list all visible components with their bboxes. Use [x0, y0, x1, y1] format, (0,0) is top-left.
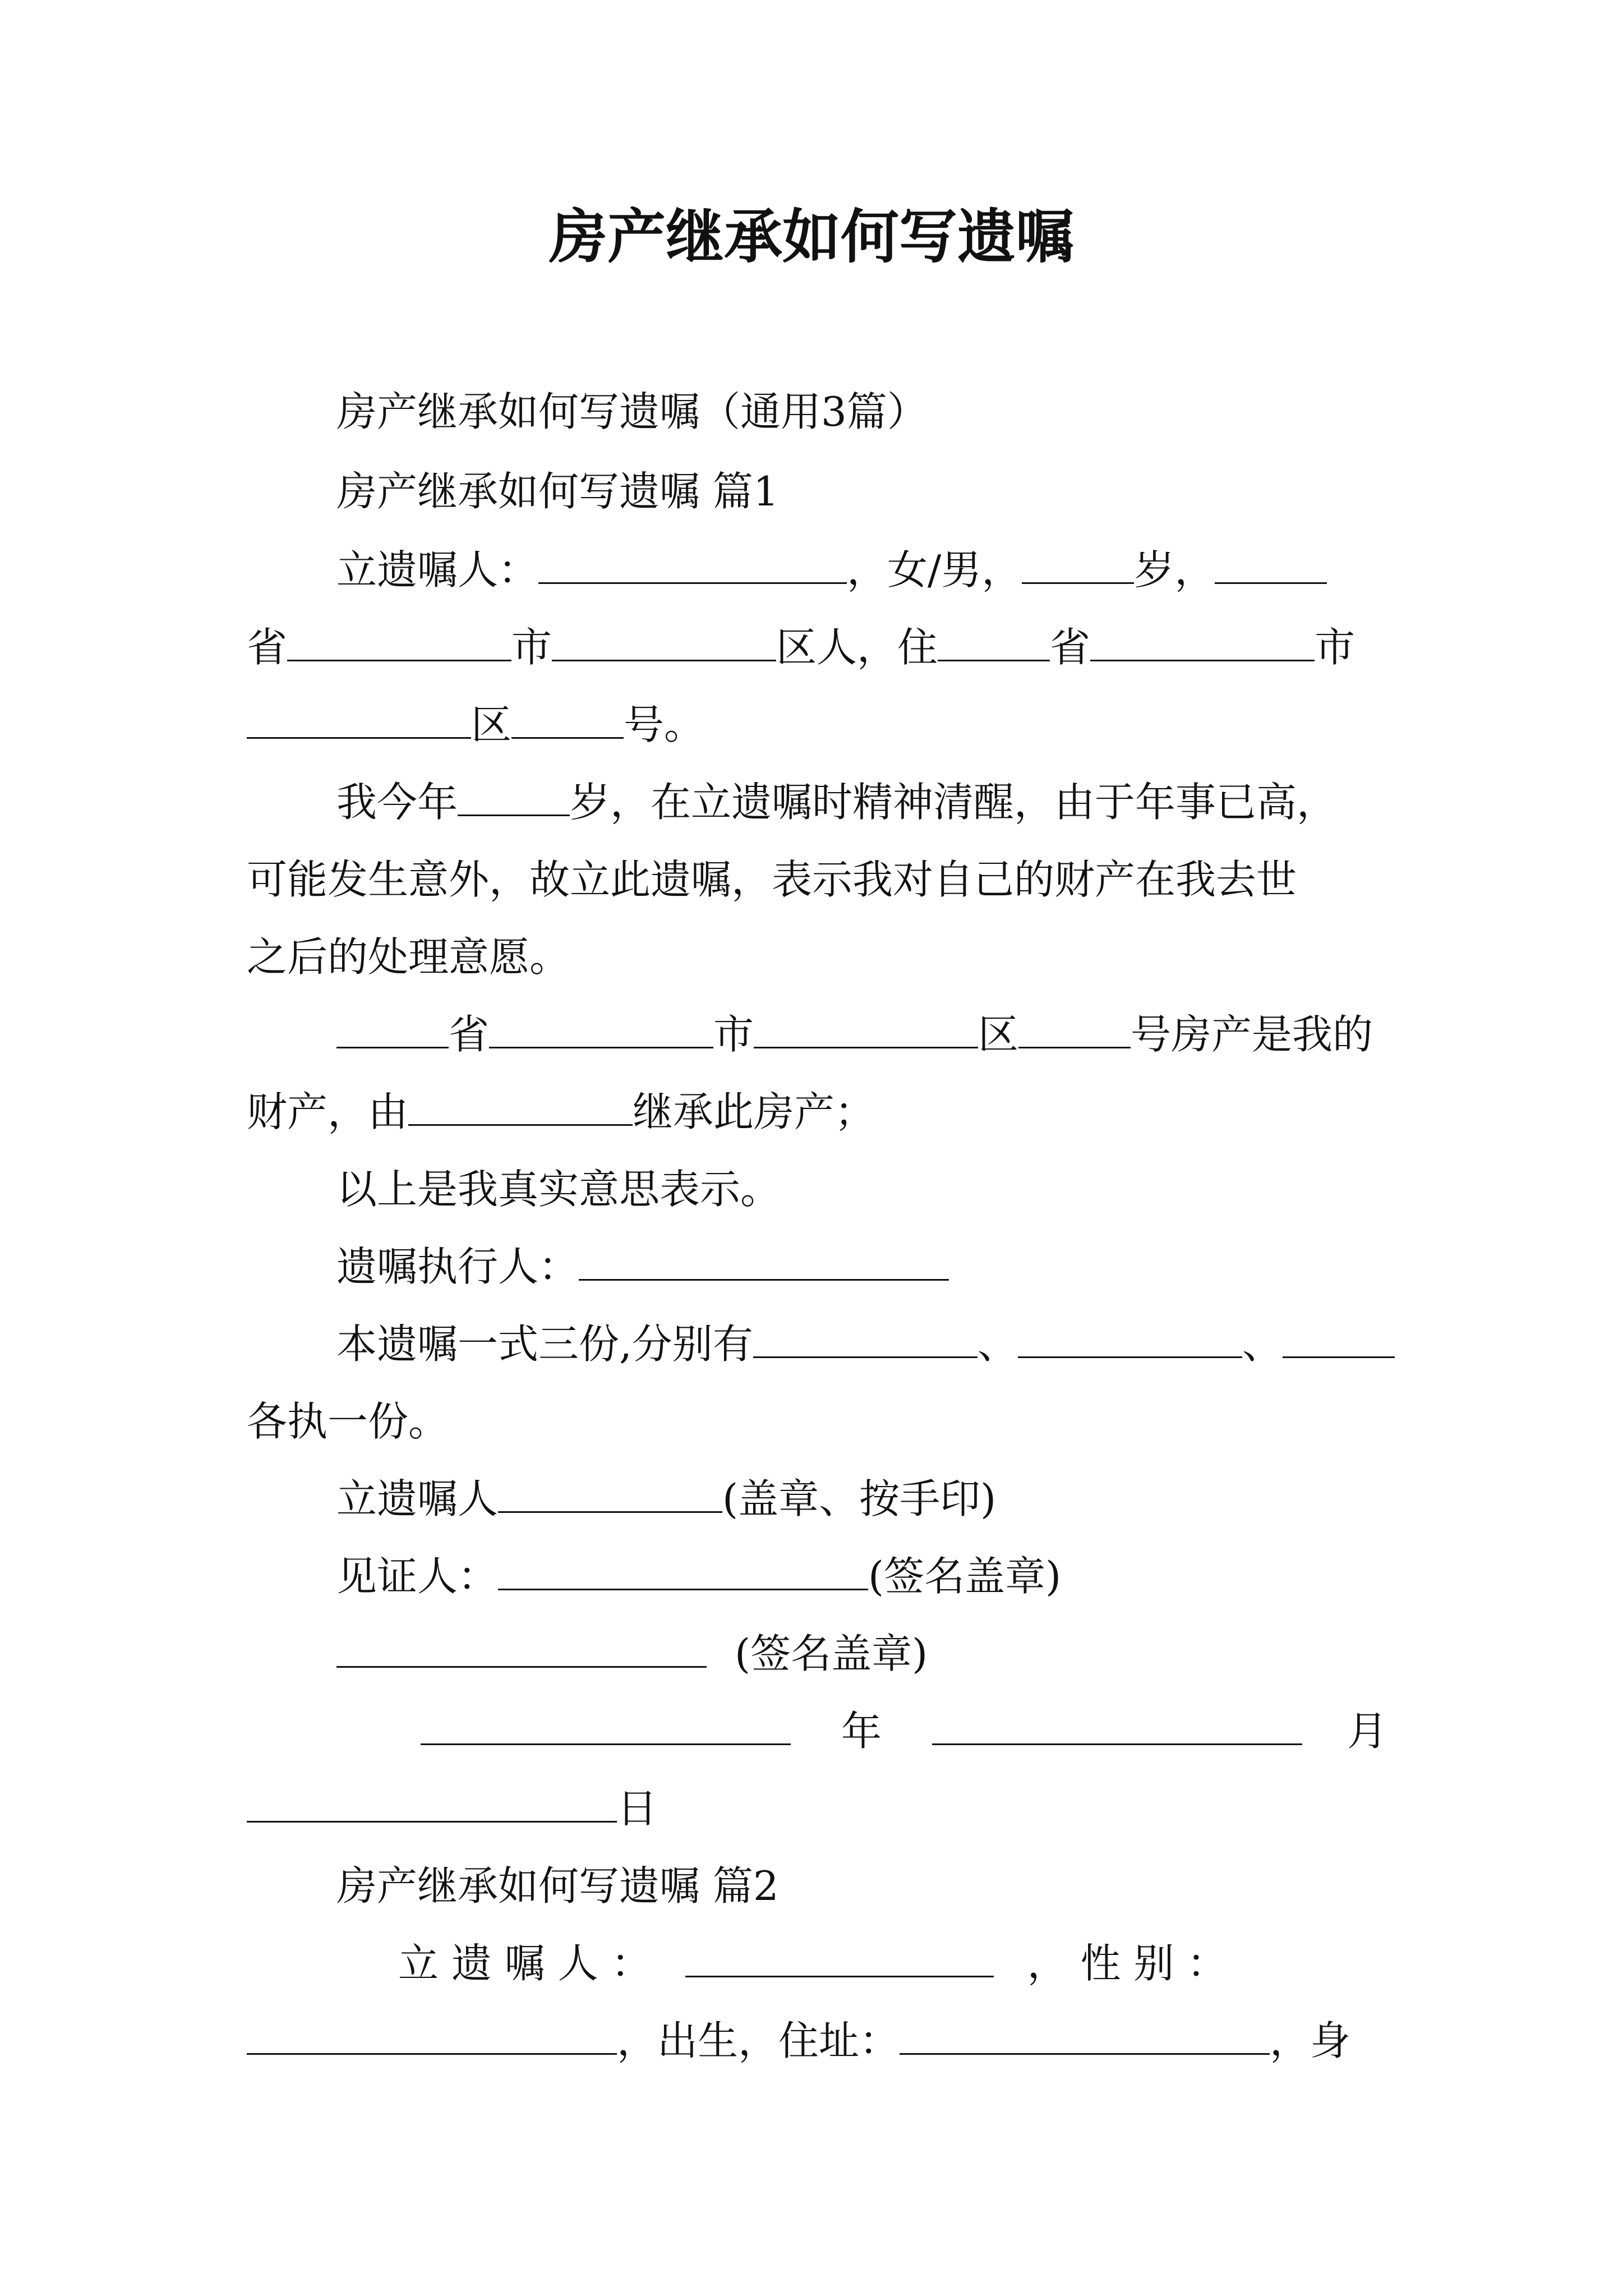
copies-line-1 [336, 1316, 1395, 1372]
origin-province-text: 省 [247, 624, 288, 671]
intro-line: 房产继承如何写遗嘱（通用3篇） [336, 388, 928, 435]
p2-testator-line-2 [247, 2013, 1350, 2069]
testator-origin-province-blank [1215, 544, 1327, 584]
residence-number-text: 号。 [624, 701, 705, 748]
copy-holder-2-blank [1018, 1318, 1242, 1358]
statement-line-3: 之后的处理意愿。 [247, 933, 570, 981]
copies-sep-2: 、 [1242, 1320, 1283, 1368]
p2-testator-label: 立 遗 嘱 人 ： [398, 1940, 652, 1987]
testator-line-3 [247, 697, 704, 753]
month-blank [932, 1705, 1302, 1745]
p2-birth-address-text: ，出生，住址： [617, 2017, 900, 2064]
p2-sex-label: ， 性 别 ： [1027, 1940, 1228, 1987]
property-number-text: 号房产是我的 [1131, 1011, 1373, 1058]
property-heir-prefix: 财产，由 [247, 1088, 409, 1135]
origin-city-text: 市 [511, 624, 552, 671]
statement-line-2: 可能发生意外，故立此遗嘱，表示我对自己的财产在我去世 [247, 856, 1297, 903]
current-age-blank [458, 776, 570, 816]
executor-label: 遗嘱执行人： [336, 1243, 579, 1290]
origin-city-blank [287, 622, 511, 661]
year-text: 年 [841, 1708, 882, 1755]
testator-age-unit: 岁， [1134, 546, 1215, 593]
p2-testator-name-blank [685, 1938, 994, 1977]
copies-prefix: 本遗嘱一式三份,分别有 [336, 1320, 753, 1368]
witness-line-2 [336, 1626, 928, 1682]
document-title: 房产继承如何写遗嘱 [548, 202, 1074, 271]
month-text: 月 [1347, 1708, 1388, 1755]
section-heading-2: 房产继承如何写遗嘱 篇2 [336, 1862, 779, 1910]
property-line-1 [336, 1006, 1373, 1062]
witness-1-blank [498, 1550, 868, 1590]
witness-2-note: (签名盖章) [735, 1630, 928, 1677]
copies-sep-1: 、 [977, 1320, 1018, 1368]
date-line-1 [421, 1703, 1387, 1759]
section-heading-1: 房产继承如何写遗嘱 篇1 [336, 468, 779, 515]
statement-line1-rest: 岁，在立遗嘱时精神清醒，由于年事已高， [570, 779, 1338, 826]
statement-prefix: 我今年 [336, 779, 458, 826]
residence-city-text: 市 [1315, 624, 1355, 671]
testator-age-blank [1022, 544, 1134, 584]
testator-label: 立遗嘱人： [336, 546, 539, 593]
copy-holder-3-blank [1283, 1318, 1395, 1358]
residence-province-text: 省 [1050, 624, 1091, 671]
heir-name-blank [408, 1086, 633, 1126]
p2-sex-blank [247, 2015, 617, 2055]
witness-label: 见证人： [336, 1553, 499, 1600]
testator-line-2 [247, 619, 1355, 675]
property-district-text: 区 [978, 1011, 1019, 1058]
property-heir-rest: 继承此房产； [633, 1088, 875, 1135]
p2-id-prefix: ，身 [1270, 2017, 1351, 2064]
true-intent-line: 以上是我真实意思表示。 [336, 1166, 781, 1213]
witness-2-blank [336, 1628, 707, 1668]
executor-line [336, 1239, 949, 1295]
residence-province-blank [938, 622, 1050, 661]
property-city-text: 市 [713, 1011, 754, 1058]
testator-sex-text: ，女/男， [847, 546, 1022, 593]
copies-line-2: 各执一份。 [247, 1398, 449, 1445]
origin-district-blank [552, 622, 776, 661]
residence-number-blank [511, 699, 624, 739]
residence-city-blank [1090, 622, 1315, 661]
testator-name-blank [538, 544, 847, 584]
p2-address-blank [900, 2015, 1270, 2055]
testator-line-1 [336, 542, 1327, 598]
day-blank [247, 1783, 617, 1823]
property-city-blank [489, 1009, 713, 1048]
copy-holder-1-blank [753, 1318, 978, 1358]
property-province-text: 省 [449, 1011, 490, 1058]
statement-line-1 [336, 774, 1337, 830]
date-line-2 [247, 1780, 657, 1837]
residence-district-text: 区 [471, 701, 512, 748]
day-text: 日 [617, 1785, 658, 1832]
witness-line-1 [336, 1548, 1061, 1604]
testator-signature-blank [498, 1473, 722, 1513]
testator-signature-note: (盖章、按手印) [722, 1475, 997, 1522]
property-district-blank [754, 1009, 978, 1048]
p2-testator-line-1 [398, 1935, 1227, 1991]
property-number-blank [1018, 1009, 1131, 1048]
property-province-blank [336, 1009, 449, 1048]
residence-district-blank [247, 699, 471, 739]
year-blank [421, 1705, 791, 1745]
witness-1-note: (签名盖章) [868, 1553, 1062, 1600]
testator-signature-label: 立遗嘱人 [336, 1475, 499, 1522]
testator-signature-line [336, 1471, 996, 1527]
origin-district-text: 区人，住 [776, 624, 938, 671]
property-line-2 [247, 1084, 875, 1140]
executor-name-blank [579, 1241, 949, 1281]
